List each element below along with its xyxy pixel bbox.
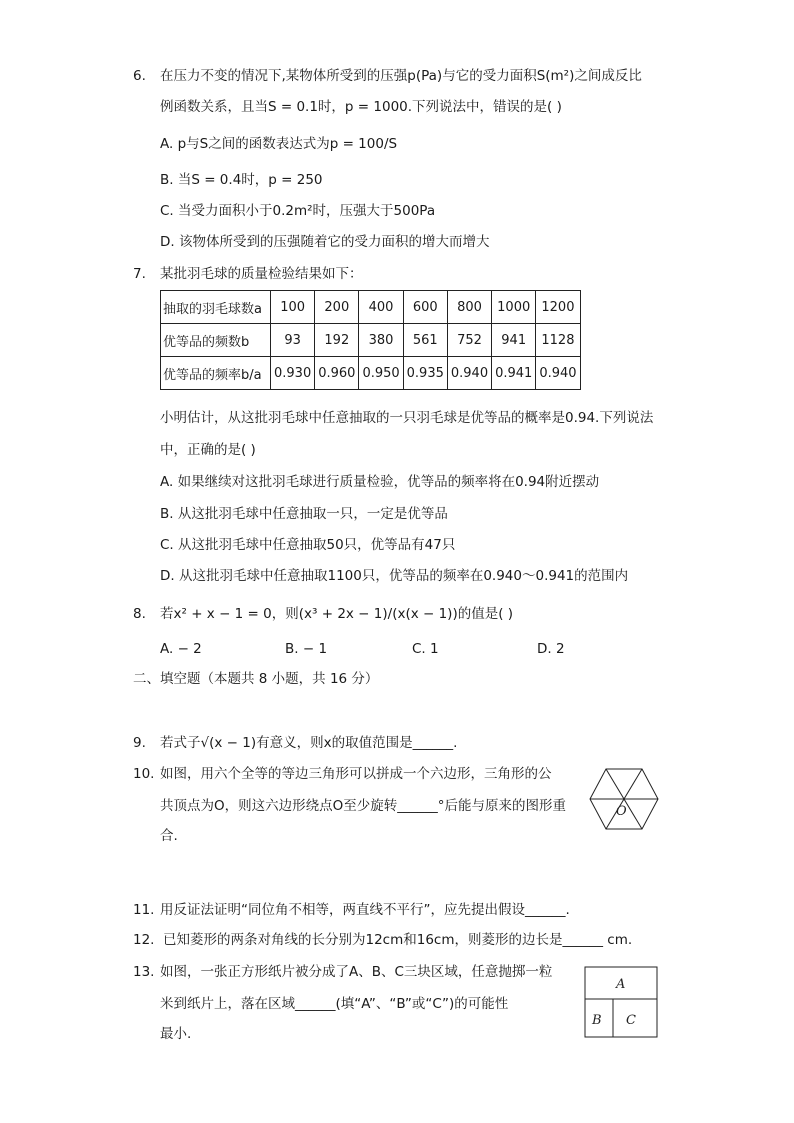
q6-option-d: D. 该物体所受到的压强随着它的受力面积的增大而增大 — [160, 234, 490, 250]
table-cell: 0.940 — [447, 357, 491, 390]
table-row — [161, 357, 581, 390]
q8-option-c: C. 1 — [412, 641, 439, 657]
q7-option-d: D. 从这批羽毛球中任意抽取1100只，优等品的频率在0.940～0.941的范围内 — [160, 568, 629, 584]
q8-stem: 若x² + x − 1 = 0，则(x³ + 2x − 1)/(x(x − 1))的值是( ) — [160, 606, 514, 622]
q6-line2: 例函数关系，且当S = 0.1时，p = 1000.下列说法中，错误的是( ) — [160, 99, 562, 115]
table-cell: 600 — [403, 291, 447, 324]
q10-line3: 合. — [160, 828, 178, 844]
table-cell: 1200 — [536, 291, 580, 324]
table-cell: 0.960 — [315, 357, 359, 390]
table-cell: 380 — [359, 324, 403, 357]
row-header: 抽取的羽毛球数a — [161, 291, 271, 324]
table-cell: 752 — [447, 324, 491, 357]
region-b-label: B — [592, 1013, 602, 1028]
q13-number: 13. — [133, 964, 155, 980]
q12-text: 已知菱形的两条对角线的长分别为12cm和16cm，则菱形的边长是______ cm. — [163, 932, 633, 948]
table-cell: 0.940 — [536, 357, 580, 390]
table-cell: 1128 — [536, 324, 580, 357]
square-paper-figure — [584, 966, 658, 1038]
q6-option-a: A. p与S之间的函数表达式为p = 100/S — [160, 136, 398, 152]
table-cell: 800 — [447, 291, 491, 324]
q8-option-b: B. − 1 — [285, 641, 328, 657]
q10-number: 10. — [133, 766, 155, 782]
q7-option-b: B. 从这批羽毛球中任意抽取一只，一定是优等品 — [160, 506, 448, 522]
row-header: 优等品的频数b — [161, 324, 271, 357]
table-cell: 1000 — [492, 291, 536, 324]
q13-line3: 最小. — [160, 1026, 192, 1042]
q6-option-b: B. 当S = 0.4时，p = 250 — [160, 172, 323, 188]
table-cell: 400 — [359, 291, 403, 324]
section-heading: 二、填空题（本题共 8 小题，共 16 分） — [133, 671, 379, 687]
q7-option-a: A. 如果继续对这批羽毛球进行质量检验，优等品的频率将在0.94附近摆动 — [160, 474, 600, 490]
q13-line2: 米到纸片上，落在区域______(填“A”、“B”或“C”)的可能性 — [160, 996, 509, 1012]
table-cell: 200 — [315, 291, 359, 324]
q6-number: 6. — [133, 68, 146, 84]
table-row — [161, 291, 581, 324]
row-header: 优等品的频率b/a — [161, 357, 271, 390]
table-row — [161, 324, 581, 357]
table-cell: 561 — [403, 324, 447, 357]
q10-line1: 如图，用六个全等的等边三角形可以拼成一个六边形，三角形的公 — [160, 766, 552, 782]
q7-option-c: C. 从这批羽毛球中任意抽取50只，优等品有47只 — [160, 537, 456, 553]
q7-number: 7. — [133, 266, 146, 282]
q7-after-line1: 小明估计，从这批羽毛球中任意抽取的一只羽毛球是优等品的概率是0.94.下列说法 — [160, 410, 654, 426]
region-a-label: A — [616, 977, 626, 992]
q12-number: 12. — [133, 932, 155, 948]
q9-text: 若式子√(x − 1)有意义，则x的取值范围是______. — [160, 735, 458, 751]
table-cell: 0.941 — [492, 357, 536, 390]
q6-line1: 在压力不变的情况下,某物体所受到的压强p(Pa)与它的受力面积S(m²)之间成反比 — [160, 68, 642, 84]
q8-option-d: D. 2 — [537, 641, 565, 657]
q11-text: 用反证法证明“同位角不相等，两直线不平行”，应先提出假设______. — [160, 902, 570, 918]
q13-line1: 如图，一张正方形纸片被分成了A、B、C三块区域，任意抛掷一粒 — [160, 964, 553, 980]
quality-table — [160, 290, 581, 390]
q8-number: 8. — [133, 606, 146, 622]
table-cell: 0.930 — [271, 357, 315, 390]
q7-after-line2: 中，正确的是( ) — [160, 442, 256, 458]
q10-line2: 共顶点为O，则这六边形绕点O至少旋转______°后能与原来的图形重 — [160, 798, 567, 814]
hexagon-figure — [588, 767, 660, 831]
q11-number: 11. — [133, 902, 155, 918]
table-cell: 941 — [492, 324, 536, 357]
q6-option-c: C. 当受力面积小于0.2m²时，压强大于500Pa — [160, 203, 436, 219]
q9-number: 9. — [133, 735, 146, 751]
table-cell: 0.950 — [359, 357, 403, 390]
q7-stem: 某批羽毛球的质量检验结果如下： — [160, 266, 363, 282]
table-cell: 192 — [315, 324, 359, 357]
center-label: O — [616, 804, 627, 819]
q8-option-a: A. − 2 — [160, 641, 202, 657]
table-cell: 0.935 — [403, 357, 447, 390]
table-cell: 93 — [271, 324, 315, 357]
region-c-label: C — [626, 1013, 636, 1028]
table-cell: 100 — [271, 291, 315, 324]
